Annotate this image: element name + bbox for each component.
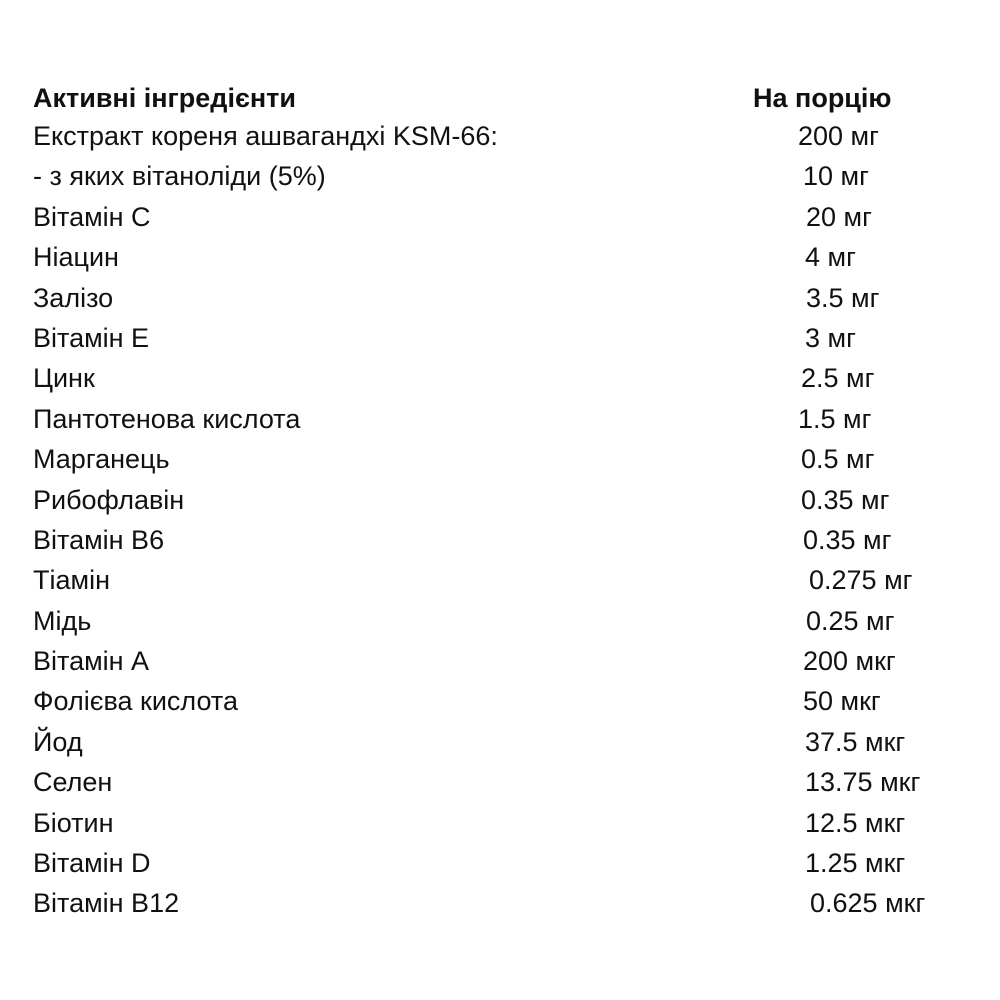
ingredient-name: - з яких вітаноліди (5%) <box>33 161 326 192</box>
ingredient-name: Фолієва кислота <box>33 686 238 717</box>
ingredient-name: Рибофлавін <box>33 484 185 515</box>
ingredient-amount: 0.35 мг <box>801 484 890 515</box>
ingredient-amount: 0.35 мг <box>803 524 892 555</box>
per-serving-column-header: На порцію <box>753 83 892 113</box>
ingredient-amount: 0.625 мкг <box>810 888 926 919</box>
table-row <box>33 560 963 600</box>
table-row <box>33 399 963 439</box>
table-header <box>33 78 963 116</box>
ingredient-amount: 20 мг <box>806 201 872 232</box>
table-row <box>33 237 963 277</box>
ingredient-name: Тіамін <box>33 565 110 596</box>
ingredient-amount: 4 мг <box>805 242 856 273</box>
ingredient-amount: 10 мг <box>803 161 869 192</box>
table-row <box>33 803 963 843</box>
ingredient-name: Йод <box>33 726 83 757</box>
ingredient-name: Вітамін A <box>33 646 150 677</box>
ingredient-name: Вітамін C <box>33 201 151 232</box>
ingredient-amount: 50 мкг <box>803 686 881 717</box>
ingredient-amount: 0.25 мг <box>806 605 895 636</box>
table-row <box>33 641 963 681</box>
ingredient-name: Цинк <box>33 363 95 394</box>
ingredient-amount: 1.5 мг <box>798 403 872 434</box>
table-row <box>33 318 963 358</box>
ingredient-amount: 1.25 мкг <box>805 848 906 879</box>
ingredient-name: Селен <box>33 767 113 798</box>
table-row <box>33 480 963 520</box>
ingredient-amount: 13.75 мкг <box>805 767 921 798</box>
ingredient-name: Вітамін B12 <box>33 888 180 919</box>
table-row <box>33 681 963 721</box>
ingredient-amount: 37.5 мкг <box>805 726 906 757</box>
ingredient-amount: 0.5 мг <box>801 444 875 475</box>
ingredient-amount: 200 мкг <box>803 646 896 677</box>
table-row <box>33 156 963 196</box>
table-row <box>33 197 963 237</box>
ingredient-name: Біотин <box>33 807 114 838</box>
table-row <box>33 278 963 318</box>
table-row <box>33 520 963 560</box>
ingredient-amount: 2.5 мг <box>801 363 875 394</box>
table-row <box>33 358 963 398</box>
ingredient-amount: 3 мг <box>805 322 856 353</box>
ingredient-amount: 3.5 мг <box>806 282 880 313</box>
ingredient-amount: 200 мг <box>798 121 879 151</box>
ingredient-name: Ніацин <box>33 242 119 273</box>
ingredient-amount: 0.275 мг <box>809 565 913 596</box>
ingredient-name: Марганець <box>33 444 170 475</box>
ingredient-name: Мідь <box>33 605 92 636</box>
table-row <box>33 843 963 883</box>
table-row <box>33 601 963 641</box>
ingredients-column-header: Активні інгредієнти <box>33 83 296 113</box>
ingredient-name: Вітамін E <box>33 322 150 353</box>
table-row <box>33 762 963 802</box>
ingredient-name: Вітамін D <box>33 848 151 879</box>
ingredient-name: Пантотенова кислота <box>33 403 301 434</box>
ingredient-name: Залізо <box>33 282 114 313</box>
table-row <box>33 116 963 156</box>
ingredient-name: Вітамін B6 <box>33 524 165 555</box>
table-row <box>33 883 963 923</box>
table-row <box>33 439 963 479</box>
ingredient-amount: 12.5 мкг <box>805 807 906 838</box>
ingredient-name: Екстракт кореня ашвагандхі KSM-66: <box>33 121 498 151</box>
ingredients-table <box>33 78 963 924</box>
table-row <box>33 722 963 762</box>
